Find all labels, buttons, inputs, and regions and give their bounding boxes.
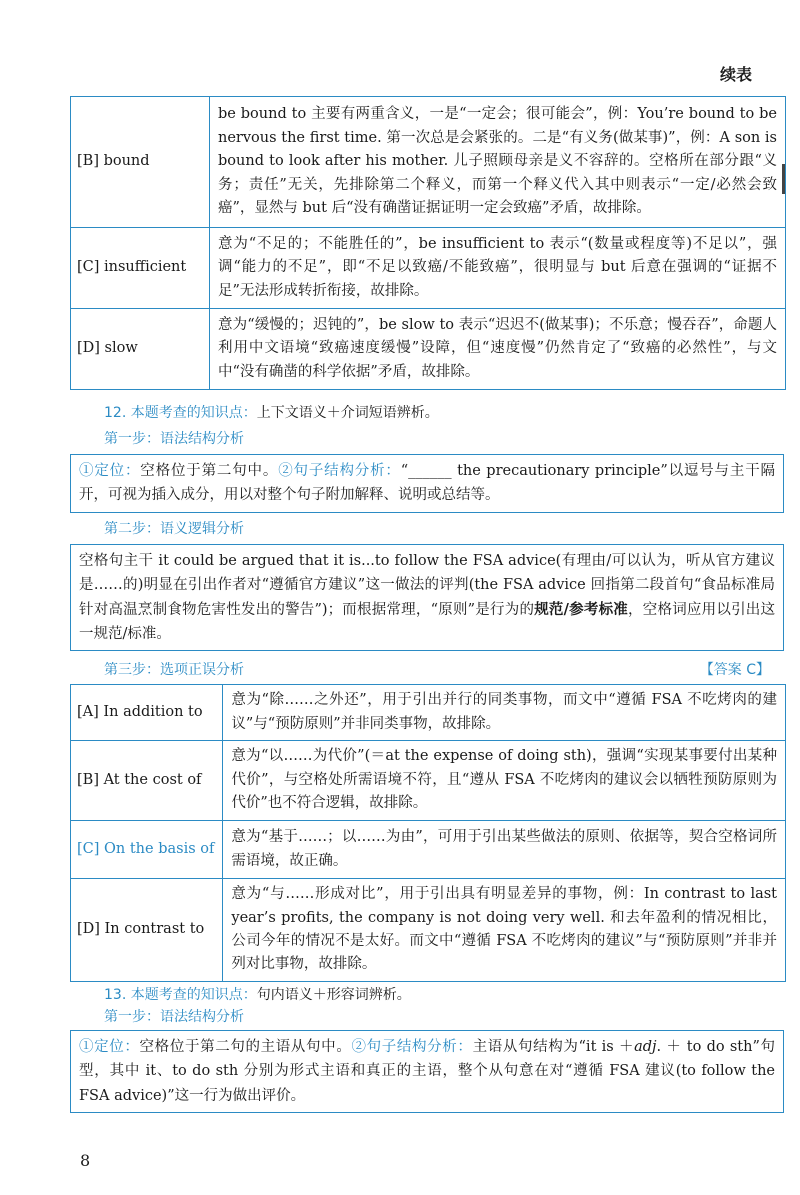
table-row	[71, 309, 786, 390]
locate-text: 空格位于第二句的主语从句中。	[139, 1039, 352, 1055]
table-row	[71, 685, 786, 741]
explanation-cell: 意为“基于……；以……为由”，可用于引出某些做法的原则、依据等，契合空格词所需语境，故正确。	[223, 821, 786, 879]
structure-text: 主语从句结构为“it is ＋	[472, 1039, 635, 1055]
table-row	[71, 821, 786, 879]
q13-step1-title: 第一步：语法结构分析	[104, 1009, 244, 1025]
locate-label: ①定位：	[79, 1039, 140, 1055]
q12-step2-title: 第二步：语义逻辑分析	[104, 521, 244, 537]
explanation-cell: 意为“与……形成对比”，用于引出具有明显差异的事物，例：In contrast to last year’s profits, the company is not doing very well. 和去年盈利的情况相比，公司今年的情况不是太好。而文中“遵循 FSA 不吃烤肉的建议”与“预防原则”并非并列对比事物，故排除。	[223, 879, 786, 982]
q13-title	[104, 984, 411, 1007]
structure-text-end: . ＋ to do sth”句型，其中 it、to do sth 分别为形式主语和真正的主语，整个从句意在对“遵循 FSA 建议(to follow the FSA advice)”这一行为做出评价。	[79, 1039, 775, 1104]
q13-topic: 句内语义＋形容词辨析。	[256, 987, 411, 1003]
q12-topic: 上下文语义＋介词短语辨析。	[256, 405, 439, 421]
explanation-cell: 意为“以……为代价”(＝at the expense of doing sth)，强调“实现某事要付出某种代价”，与空格处所需语境不符，且“遵从 FSA 不吃烤肉的建议会以牺牲预防原则为代价”也不符合逻辑，故排除。	[223, 741, 786, 821]
explanation-cell: be bound to 主要有两重含义，一是“一定会；很可能会”，例：You’re bound to be nervous the first time. 第一次总是会紧张的。二是“有义务(做某事)”，例：A son is bound to look after his mother. 儿子照顾母亲是义不容辞的。空格所在部分跟“义务；责任”无关，先排除第二个释义，而第一个释义代入其中则表示“一定/必然会致癌”，显然与 but 后“没有确凿证据证明一定会致癌”矛盾，故排除。	[210, 97, 786, 228]
continued-label: 续表	[719, 65, 752, 84]
structure-label: ②句子结构分析：	[351, 1039, 473, 1055]
option-cell: [C] insufficient	[71, 228, 210, 309]
option-cell: [B] bound	[71, 97, 210, 228]
option-cell: [B] At the cost of	[71, 741, 223, 821]
option-cell: [A] In addition to	[71, 685, 223, 741]
explanation-cell: 意为“不足的；不能胜任的”，be insufficient to 表示“(数量或程度等)不足以”，强调“能力的不足”，即“不足以致癌/不能致癌”，很明显与 but 后意在强调的“证据不足”无法形成转折衔接，故排除。	[210, 228, 786, 309]
table-row	[71, 879, 786, 982]
locate-label: ①定位：	[79, 463, 141, 479]
q12-step3-title: 第三步：选项正误分析	[104, 662, 244, 678]
logic-text-end: ，空格词应用以引出这一规范/标准。	[79, 601, 776, 643]
structure-text: “______ the precautionary principle”以逗号与主干隔开，可视为插入成分，用以对整个句子附加解释、说明或总结等。	[79, 463, 776, 504]
q12-title	[104, 402, 439, 425]
table-row	[71, 97, 786, 228]
q12-step2-box	[70, 544, 784, 651]
table-row	[71, 741, 786, 821]
locate-text: 空格位于第二句中。	[140, 463, 279, 479]
option-cell: [D] In contrast to	[71, 879, 223, 982]
option-cell: [D] slow	[71, 309, 210, 390]
structure-label: ②句子结构分析：	[278, 463, 401, 479]
q12-step1-box	[70, 454, 784, 513]
q13-title-label: 13. 本题考查的知识点：	[104, 987, 257, 1003]
q13-step1-box	[70, 1030, 784, 1113]
continued-options-table	[70, 96, 786, 390]
adj-term: adj	[634, 1039, 657, 1055]
explanation-cell: 意为“缓慢的；迟钝的”，be slow to 表示“迟迟不(做某事)；不乐意；慢吞吞”，命题人利用中文语境“致癌速度缓慢”设障，但“速度慢”仍然肯定了“致癌的必然性”，与文中“没有确凿的科学依据”矛盾，故排除。	[210, 309, 786, 390]
correct-option-cell: [C] On the basis of	[71, 821, 223, 879]
logic-text: 空格句主干 it could be argued that it is...to follow the FSA advice(有理由/可以认为，听从官方建议是……的)明显在引出作者对“遵循官方建议”这一做法的评判(the FSA advice 回指第二段首句“食品标准局针对高温烹制食物危害性发出的警告”)；而根据常理，“原则”是行为的	[79, 553, 775, 618]
page-number: 8	[80, 1151, 91, 1170]
q12-title-label: 12. 本题考查的知识点：	[104, 405, 257, 421]
q12-step1-title: 第一步：语法结构分析	[104, 431, 244, 447]
logic-keyword: 规范/参考标准	[534, 600, 629, 618]
explanation-cell: 意为“除……之外还”，用于引出并行的同类事物，而文中“遵循 FSA 不吃烤肉的建议”与“预防原则”并非同类事物，故排除。	[223, 685, 786, 741]
q12-options-table	[70, 684, 786, 982]
answer-badge: 【答案 C】	[699, 662, 770, 678]
table-row	[71, 228, 786, 309]
